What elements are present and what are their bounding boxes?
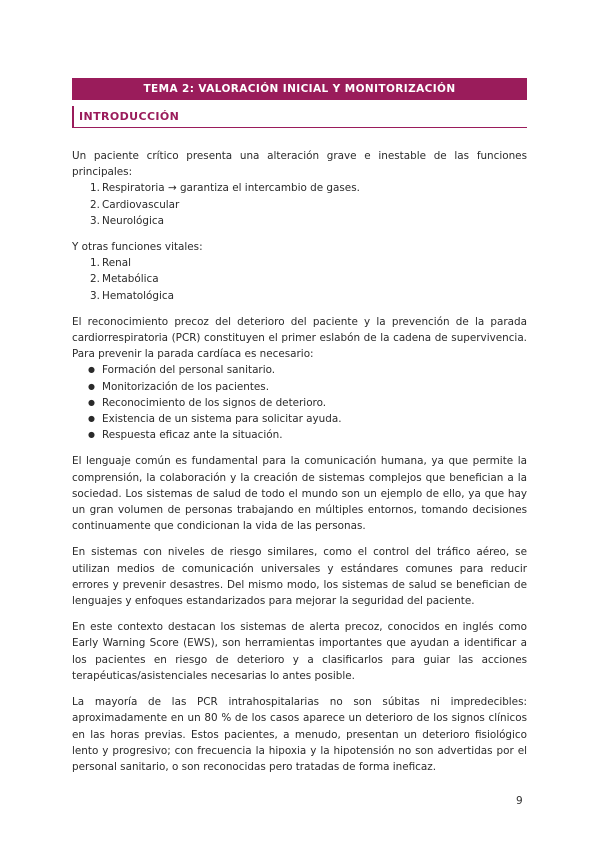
list-item [72, 379, 527, 395]
bullet-icon: ● [88, 430, 95, 440]
list-item [72, 213, 527, 229]
paragraph-early-warning: En este contexto destacan los sistemas de alerta precoz, conocidos en inglés como Early Warning Score (EWS), son herramientas importantes que ayudan a identificar a los pacientes en riesgo de deterioro y a clasificarlos para guiar las acciones terapéuticas/asistenciales necesarias lo antes posible. [72, 621, 527, 682]
list-item-text: Respuesta eficaz ante la situación. [102, 429, 283, 442]
list-item-text: Formación del personal sanitario. [102, 364, 276, 377]
list-number: 1. [90, 182, 100, 195]
page-number: 9 [516, 795, 523, 807]
list-number: 2. [90, 273, 100, 286]
list-item [72, 288, 527, 304]
chapter-title-banner [72, 78, 527, 100]
list-item-text: Metabólica [102, 273, 159, 286]
page-body [72, 148, 527, 775]
list-item-text: Existencia de un sistema para solicitar ayuda. [102, 413, 342, 426]
list-item [72, 180, 527, 196]
section-title: INTRODUCCIÓN [79, 110, 180, 123]
list-number: 3. [90, 214, 100, 227]
chapter-title: TEMA 2: VALORACIÓN INICIAL Y MONITORIZACIÓN [143, 83, 456, 95]
paragraph-other-functions: Y otras funciones vitales: [72, 241, 203, 254]
list-item-text: Hematológica [102, 289, 174, 302]
list-item-text: Neurológica [102, 214, 164, 227]
paragraph-risk-systems: En sistemas con niveles de riesgo similares, como el control del tráfico aéreo, se utilizan medios de comunicación universales y estándares comunes para reducir errores y prevenir desastres. Del mismo modo, los sistemas de salud se benefician de lenguajes y enfoques estandarizados para mejorar la seguridad del paciente. [72, 546, 527, 608]
numbered-list-other-functions [72, 255, 527, 304]
list-item-text: Reconocimiento de los signos de deterioro. [102, 396, 327, 409]
list-item-text: Cardiovascular [102, 198, 180, 211]
list-item [72, 271, 527, 287]
list-item [72, 197, 527, 213]
bullet-icon: ● [88, 414, 95, 424]
paragraph-intro: Un paciente crítico presenta una alteración grave e inestable de las funciones principales: [72, 150, 527, 179]
paragraph-common-language: El lenguaje común es fundamental para la comunicación humana, ya que permite la comprensión, la colaboración y la creación de sistemas complejos que benefician a la sociedad. Los sistemas de salud de todo el mundo son un ejemplo de ello, ya que hay un gran volumen de personas trabajando en múltiples entornos, tomando decisiones continuamente que condicionan la vida de las personas. [72, 455, 527, 533]
list-number: 2. [90, 198, 100, 211]
bullet-icon: ● [88, 381, 95, 391]
list-item [72, 411, 527, 427]
paragraph-early-recognition: El reconocimiento precoz del deterioro del paciente y la prevención de la parada cardiorrespiratoria (PCR) constituyen el primer eslabón de la cadena de supervivencia. Para prevenir la parada cardíaca es necesario: [72, 315, 527, 361]
list-item [72, 362, 527, 378]
bullet-list-prevention [72, 362, 527, 443]
bullet-icon: ● [88, 365, 95, 375]
list-item [72, 395, 527, 411]
list-item [72, 427, 527, 443]
list-item-text: Renal [102, 257, 131, 270]
numbered-list-main-functions [72, 180, 527, 229]
list-number: 1. [90, 257, 100, 270]
list-item-text: Respiratoria → garantiza el intercambio de gases. [102, 182, 360, 195]
list-item [72, 255, 527, 271]
list-number: 3. [90, 289, 100, 302]
list-item-text: Monitorización de los pacientes. [102, 380, 270, 393]
bullet-icon: ● [88, 397, 95, 407]
paragraph-in-hospital-pcr: La mayoría de las PCR intrahospitalarias no son súbitas ni impredecibles: aproximadamente en un 80 % de los casos aparece un deterioro de los signos clínicos en las horas previas. Estos pacientes, a menudo, presentan un deterioro fisiológico lento y progresivo; con frecuencia la hipoxia y la hipotensión no son advertidas por el personal sanitario, o son reconocidas pero tratadas de forma ineficaz. [72, 696, 527, 773]
section-heading [72, 106, 527, 128]
